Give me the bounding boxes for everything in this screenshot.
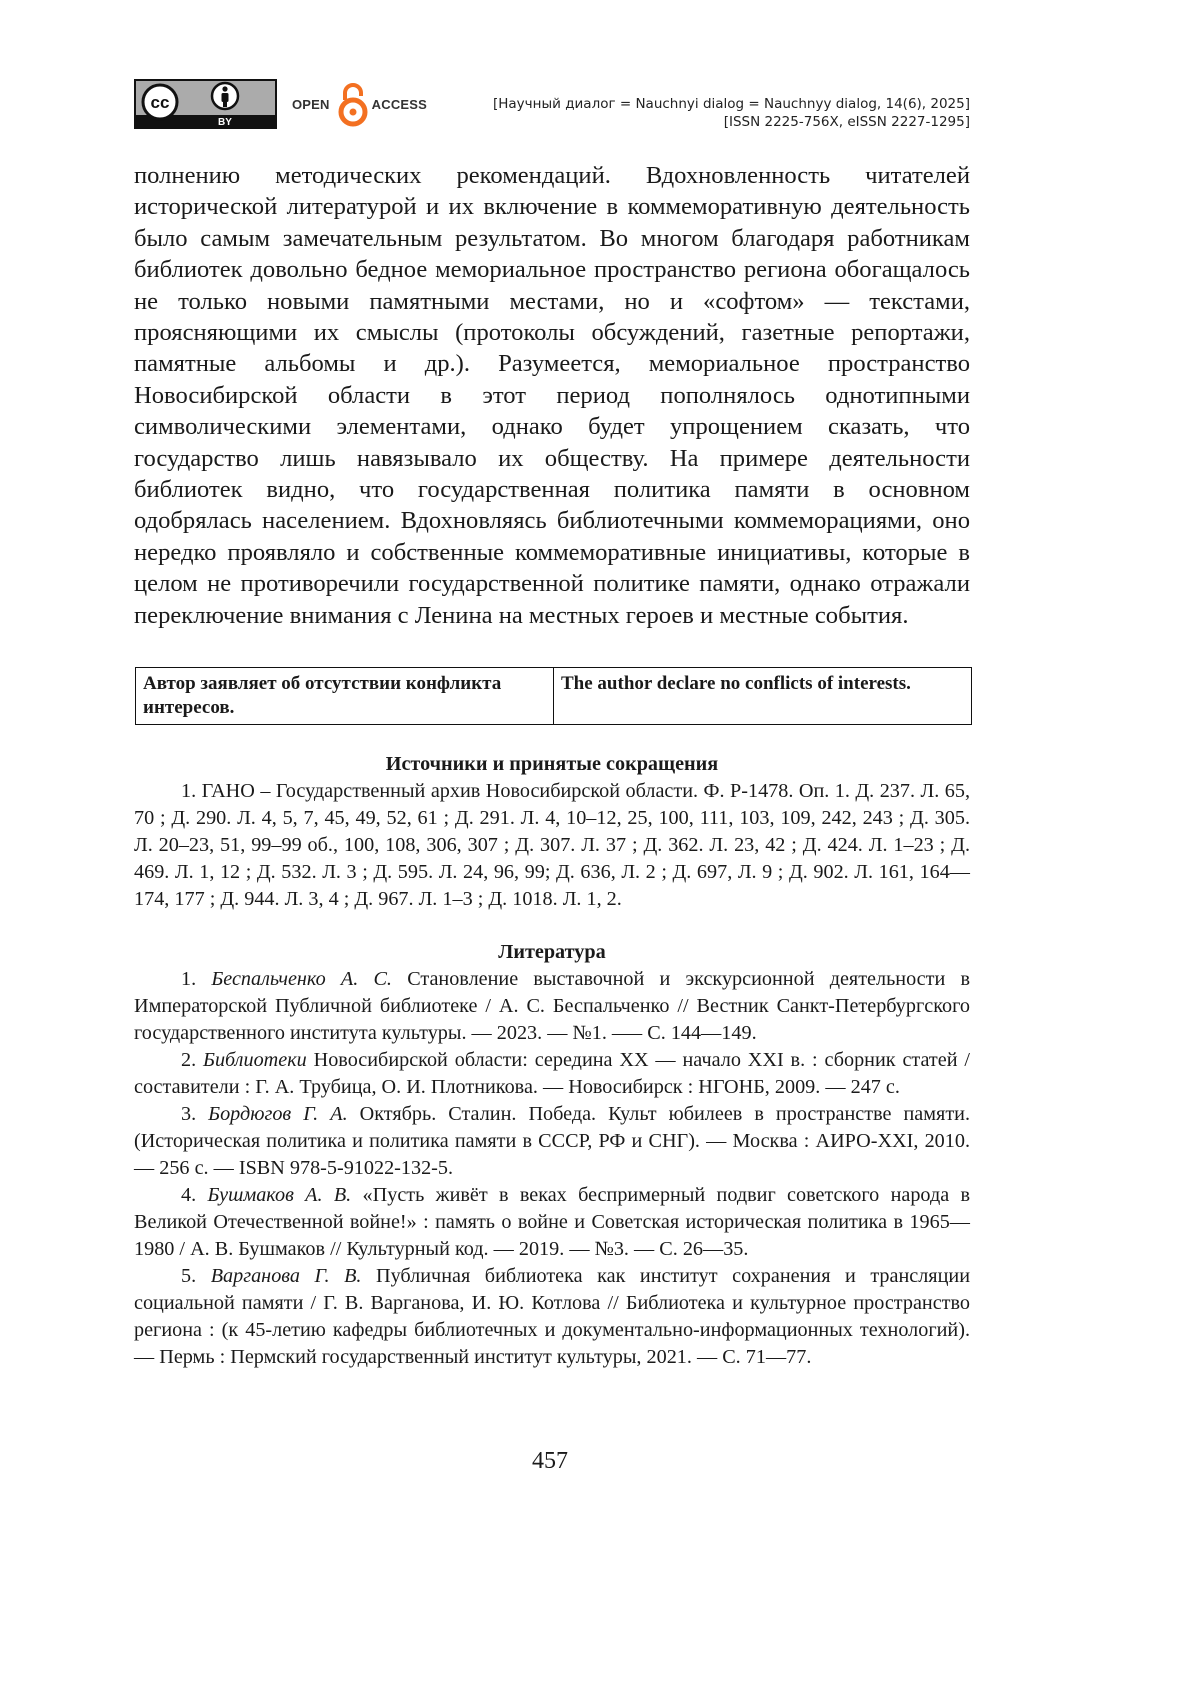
reference-text: Становление выставочной и экскурсионной деятельности в Императорской Публичной библиотеке / А. С. Беспальченко // Вестник Санкт-Петербургского государственного института культуры. — 2023. — №1. –— С. 144—149. <box>134 968 970 1044</box>
reference-text: «Пусть живёт в веках беспримерный подвиг советского народа в Великой Отечественной войне!» : память о войне и Советская историческая политика в 1965—1980 / А. В. Бушмаков // Культурный код. — 2019. — №3. — С. 26—35. <box>134 1184 971 1260</box>
reference-author: Беспальченко А. С. <box>211 968 392 990</box>
reference-number: 3. <box>181 1103 209 1125</box>
journal-citation <box>493 95 970 131</box>
svg-text:cc: cc <box>150 93 170 112</box>
license-text: BY <box>218 117 232 128</box>
reference-text: Октябрь. Сталин. Победа. Культ юбилеев в пространстве памяти. (Историческая политика и политика памяти в СССР, РФ и СНГ). — Москва : АИРО-XXI, 2010. — 256 с. — ISBN 978-5-91022-132-5. <box>134 1103 970 1179</box>
reference-author: Библиотеки <box>203 1049 307 1071</box>
reference-text: Новосибирской области: середина XX — начало XXI в. : сборник статей / составители : Г. А. Трубица, О. И. Плотникова. — Новосибирск : НГОНБ, 2009. — 247 с. <box>134 1049 971 1098</box>
literature-section <box>134 939 970 1371</box>
literature-heading: Литература <box>498 941 606 963</box>
open-access-word-open: OPEN <box>292 96 330 112</box>
conflict-of-interest-box <box>135 667 972 725</box>
cc-icon <box>143 85 177 119</box>
reference-number: 5. <box>181 1265 211 1287</box>
citation-line: [Научный диалог = Nauchnyi dialog = Nauchnyy dialog, 14(6), 2025] <box>492 96 970 112</box>
reference-number: 4. <box>181 1184 208 1206</box>
conflict-statement-ru: Автор заявляет об отсутствии конфликта интересов. <box>136 668 554 725</box>
sources-section <box>134 751 970 913</box>
conflict-statement-en: The author declare no conflicts of interests. <box>554 668 972 725</box>
sources-heading: Источники и принятые сокращения <box>385 753 719 775</box>
reference-item <box>134 1101 970 1182</box>
source-item: 1. ГАНО – Государственный архив Новосибирской области. Ф. Р-1478. Оп. 1. Д. 237. Л. 65, 70 ; Д. 290. Л. 4, 5, 7, 45, 49, 52, 61 ; Д. 291. Л. 4, 10–12, 25, 100, 111, 103, 109, 242, 243 ; Д. 305. Л. 20–23, 51, 99–99 об., 100, 108, 306, 307 ; Д. 307. Л. 37 ; Д. 362. Л. 23, 42 ; Д. 424. Л. 1–23 ; Д. 469. Л. 1, 12 ; Д. 532. Л. 3 ; Д. 595. Л. 24, 96, 99; Д. 636, Л. 2 ; Д. 697, Л. 9 ; Д. 902. Л. 161, 164—174, 177 ; Д. 944. Л. 3, 4 ; Д. 967. Л. 1–3 ; Д. 1018. Л. 1, 2. <box>134 780 970 910</box>
reference-author: Варганова Г. В. <box>210 1265 362 1287</box>
reference-item <box>134 1047 970 1101</box>
open-access-logo <box>292 80 427 128</box>
reference-number: 2. <box>181 1049 204 1071</box>
reference-author: Бордюгов Г. А. <box>208 1103 348 1125</box>
body-paragraph: полнению методических рекомендаций. Вдохновленность читателей исторической литературой и их включение в коммеморативную деятельность было самым замечательным результатом. Во многом благодаря работникам библиотек довольно бедное мемориальное пространство региона обогащалось не только новыми памятными местами, но и «софтом» — текстами, проясняющими их смыслы (протоколы обсуждений, газетные репортажи, памятные альбомы и др.). Разумеется, мемориальное пространство Новосибирской области в этот период пополнялось однотипными символическими элементами, однако будет упрощением сказать, что государство лишь навязывало их обществу. На примере деятельности библиотек видно, что государственная политика памяти в основном одобрялась населением. Вдохновляясь библиотечными коммеморациями, оно нередко проявляло и собственные коммеморативные инициативы, которые в целом не противоречили государственной политике памяти, однако отражали переключение внимания с Ленина на местных героев и местные события. <box>134 162 970 629</box>
reference-item <box>134 1182 970 1263</box>
reference-text: Публичная библиотека как институт сохранения и трансляции социальной памяти / Г. В. Варганова, И. Ю. Котлова // Библиотека и культурное пространство региона : (к 45-летию кафедры библиотечных и документально-информационных технологий). — Пермь : Пермский государственный институт культуры, 2021. — С. 71—77. <box>134 1265 971 1368</box>
reference-item <box>134 1263 970 1371</box>
page-number: 457 <box>532 1448 568 1474</box>
cc-by-license-badge <box>134 79 277 129</box>
open-access-word-access: ACCESS <box>371 96 428 112</box>
reference-item <box>134 966 970 1047</box>
reference-author: Бушмаков А. В. <box>207 1184 352 1206</box>
reference-number: 1. <box>181 968 212 990</box>
open-access-lock-icon <box>336 80 370 128</box>
attribution-person-icon <box>212 83 238 109</box>
issn-line: [ISSN 2225-756X, eISSN 2227-1295] <box>723 114 970 130</box>
